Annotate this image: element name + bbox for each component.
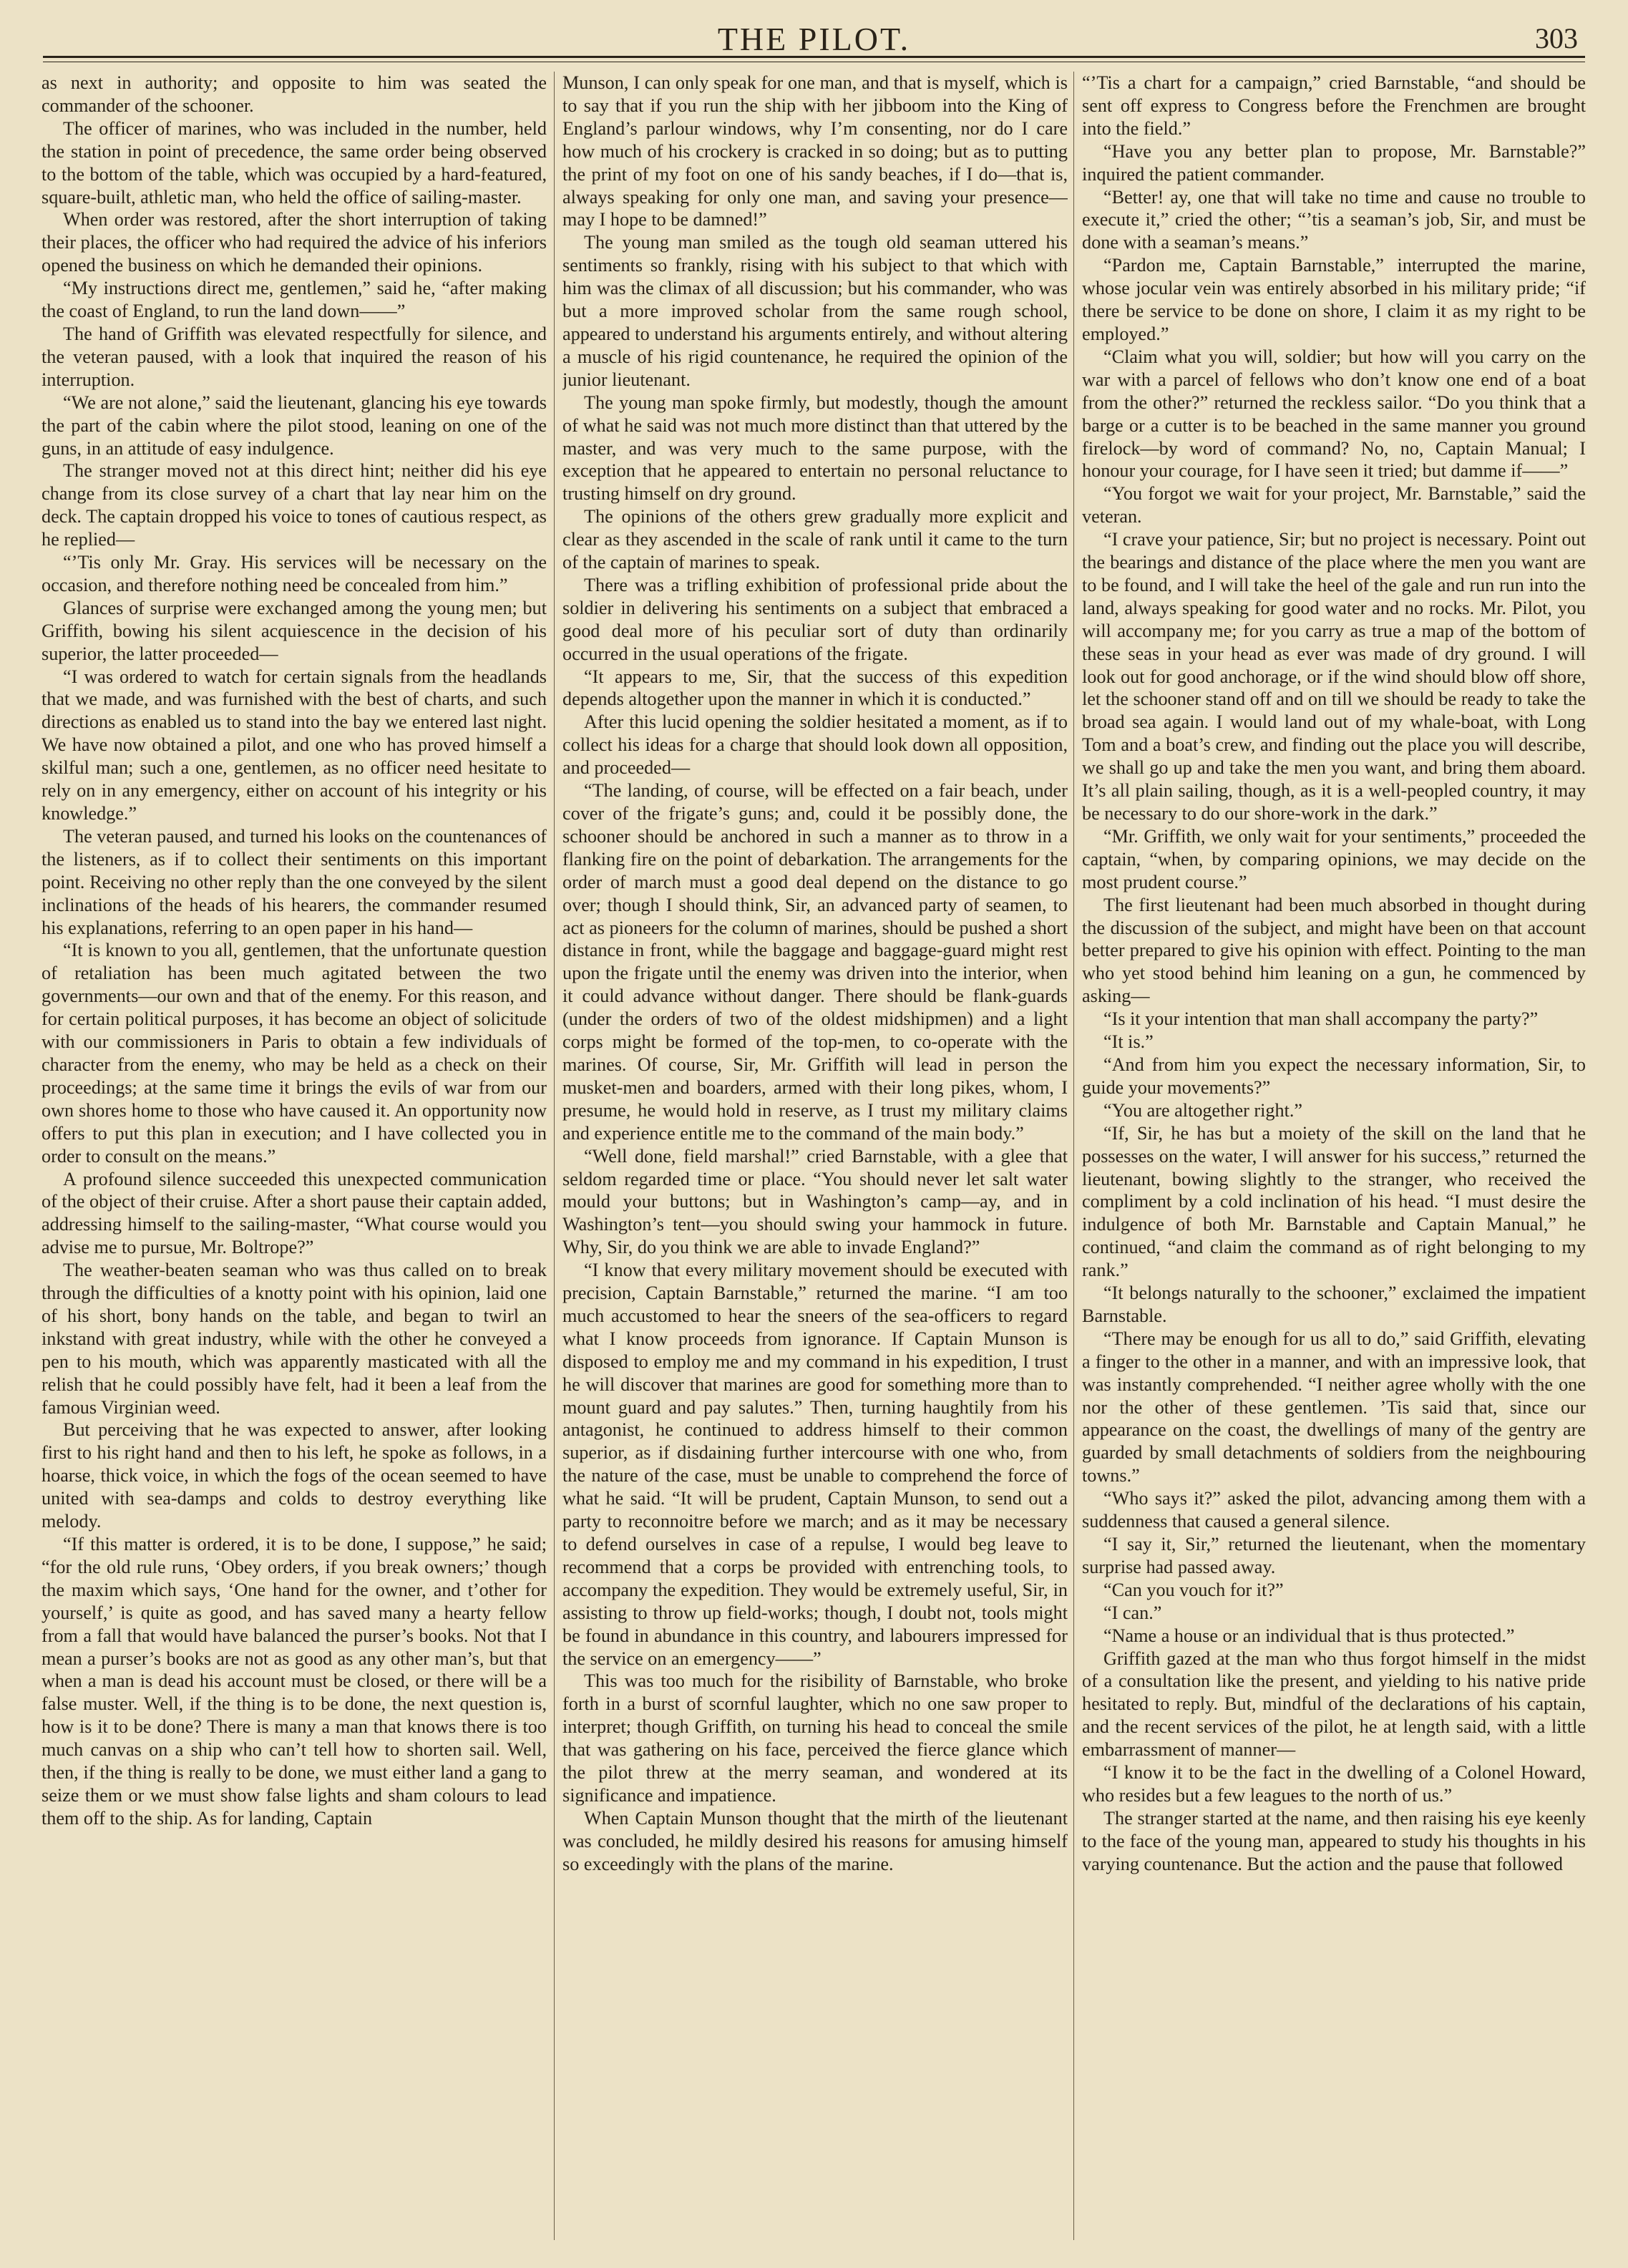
paragraph: “Pardon me, Captain Barnstable,” interrupted the marine, whose jocular vein was entirely absorbed in his military pride; “if there be service to be done on shore, I claim it as my right to be employed.” [1082, 255, 1586, 344]
paragraph: Glances of surprise were exchanged among the young men; but Griffith, bowing his silent acquiescence in the decision of his superior, the latter proceeded— [42, 597, 547, 664]
paragraph: After this lucid opening the soldier hesitated a moment, as if to collect his ideas for a charge that should look down all opposition, and proceeded— [562, 711, 1068, 779]
paragraph: Munson, I can only speak for one man, and that is myself, which is to say that if you run the ship with her jibboom into the King of England’s parlour windows, why I’m consenting, nor do I care how much of his crockery is cracked in so doing; but as to putting the print of my foot on one of his sandy beaches, if I do—that is, always speaking for only one man, and saving your presence—may I hope to be damned!” [562, 72, 1068, 230]
paragraph: The stranger moved not at this direct hint; neither did his eye change from its close survey of a chart that lay near him on the deck. The captain dropped his voice to tones of cautious respect, as he replied— [42, 460, 547, 550]
paragraph: A profound silence succeeded this unexpected communication of the object of their cruise. After a short pause their captain added, addressing himself to the sailing-master, “What course would you advise me to pursue, Mr. Boltrope?” [42, 1168, 547, 1258]
paragraph: The stranger started at the name, and then raising his eye keenly to the face of the young man, appeared to study his thoughts in his varying countenance. But the action and the pause that followed [1082, 1807, 1586, 1874]
paragraph: The first lieutenant had been much absorbed in thought during the discussion of the subject, and might have been on that account better prepared to give his opinion with effect. Pointing to the man who yet stood behind him leaning on a gun, he commenced by asking— [1082, 894, 1586, 1007]
paragraph: The opinions of the others grew gradually more explicit and clear as they ascended in the scale of rank until it came to the turn of the captain of marines to speak. [562, 506, 1068, 573]
paragraph: “Claim what you will, soldier; but how will you carry on the war with a parcel of fellows who don’t know one end of a boat from the other?” returned the reckless sailor. “Do you think that a barge or a cutter is to be beached in the same manner you ground firelock—by word of command? No, no, Captain Manual; I honour your courage, for I have seen it tried; but damme if——” [1082, 346, 1586, 482]
paragraph: The veteran paused, and turned his looks on the countenances of the listeners, as if to collect their sentiments on this important point. Receiving no other reply than the one conveyed by the silent inclinations of the heads of his hearers, the commander resumed his explanations, referring to an open paper in his hand— [42, 825, 547, 938]
paragraph: The young man spoke firmly, but modestly, though the amount of what he said was not much more distinct than that uttered by the master, and was very much to the same purpose, with the exception that he appeared to entertain no personal reluctance to trusting himself on dry ground. [562, 391, 1068, 505]
paragraph: “Mr. Griffith, we only wait for your sentiments,” proceeded the captain, “when, by comparing opinions, we may decide on the most prudent course.” [1082, 825, 1586, 892]
paragraph: “If, Sir, he has but a moiety of the skill on the land that he possesses on the water, I will answer for his success,” returned the lieutenant, bowing slightly to the stranger, who received the compliment by a cold inclination of his head. “I must desire the indulgence of both Mr. Barnstable and Captain Manual,” he continued, “and claim the command as of right belonging to my rank.” [1082, 1122, 1586, 1281]
paragraph: “I know that every military movement should be executed with precision, Captain Barnstable,” returned the marine. “I am too much accustomed to hear the sneers of the sea-officers to regard what I know proceeds from ignorance. If Captain Munson is disposed to employ me and my command in his expedition, I trust he will discover that marines are good for something more than to mount guard and pay salutes.” Then, turning haughtily from his antagonist, he continued to address himself to their common superior, as if disdaining further intercourse with one who, from the nature of the case, must be unable to comprehend the force of what he said. “It will be prudent, Captain Munson, to send out a party to reconnoitre before we march; and as it may be necessary to defend ourselves in case of a repulse, I would beg leave to recommend that a corps be provided with entrenching tools, to accompany the expedition. They would be extremely useful, Sir, in assisting to throw up field-works; though, I doubt not, tools might be found in abundance in this country, and labourers impressed for the service on an emergency——” [562, 1260, 1068, 1669]
paragraph: “The landing, of course, will be effected on a fair beach, under cover of the frigate’s guns; and, could it be possibly done, the schooner should be anchored in such a manner as to throw in a flanking fire on the point of debarkation. The arrangements for the order of march must a good deal depend on the distance to go over; though I should think, Sir, an advanced party of seamen, to act as pioneers for the column of marines, should be pushed a short distance in front, while the baggage and baggage-guard might rest upon the frigate until the enemy was driven into the interior, when it could advance without danger. There should be flank-guards (under the orders of two of the oldest midshipmen) and a light corps might be formed of the top-men, to co-operate with the marines. Of course, Sir, Mr. Griffith will lead in person the musket-men and boarders, armed with their long pikes, whom, I presume, he would hold in reserve, as I trust my military claims and experience entitle me to the command of the main body.” [562, 780, 1068, 1144]
paragraph: “Is it your intention that man shall accompany the party?” [1103, 1008, 1539, 1030]
paragraph: “Can you vouch for it?” [1103, 1579, 1284, 1600]
paragraph: “Better! ay, one that will take no time and cause no trouble to execute it,” cried the other; “’tis a seaman’s job, Sir, and must be done with a seaman’s means.” [1082, 186, 1586, 253]
paragraph: “I know it to be the fact in the dwelling of a Colonel Howard, who resides but a few leagues to the north of us.” [1082, 1762, 1586, 1806]
paragraph: “Name a house or an individual that is thus protected.” [1103, 1625, 1515, 1646]
page-number: 303 [1535, 22, 1578, 54]
paragraph: When Captain Munson thought that the mirth of the lieutenant was concluded, he mildly desired his reasons for amusing himself so exceedingly with the plans of the marine. [562, 1807, 1068, 1874]
paragraph: This was too much for the risibility of Barnstable, who broke forth in a burst of scornful laughter, which no one saw proper to interpret; though Griffith, on turning his head to conceal the smile that was gathering on his face, perceived the fierce glance which the pilot threw at the merry seaman, and wondered at its significance and impatience. [562, 1670, 1068, 1806]
paragraph: “My instructions direct me, gentlemen,” said he, “after making the coast of England, to run the land down——” [42, 278, 547, 322]
paragraph: “We are not alone,” said the lieutenant, glancing his eye towards the part of the cabin where the pilot stood, leaning on one of the guns, in an attitude of easy indulgence. [42, 391, 547, 459]
paragraph: There was a trifling exhibition of professional pride about the soldier in delivering his sentiments on a subject that embraced a good deal more of his peculiar sort of duty than ordinarily occurred in the usual operations of the frigate. [562, 574, 1068, 664]
paragraph: “’Tis only Mr. Gray. His services will be necessary on the occasion, and therefore nothing need be concealed from him.” [42, 552, 547, 595]
page-title: THE PILOT. [717, 21, 911, 57]
paragraph: Griffith gazed at the man who thus forgot himself in the midst of a consultation like the present, and yielding to his native pride hesitated to reply. But, mindful of the declarations of his captain, and the recent services of the pilot, he at length said, with a little embarrassment of manner— [1082, 1648, 1586, 1761]
column-divider [554, 72, 555, 2240]
paragraph: But perceiving that he was expected to answer, after looking first to his right hand and then to his left, he spoke as follows, in a hoarse, thick voice, in which the fogs of the ocean seemed to have united with sea-damps and colds to destroy everything like melody. [42, 1419, 547, 1532]
paragraph: “It is known to you all, gentlemen, that the unfortunate question of retaliation has been much agitated between the two governments—our own and that of the enemy. For this reason, and for certain political purposes, it has become an object of solicitude with our commissioners in Paris to obtain a few individuals of character from the enemy, who may be held as a check on their proceedings; at the same time it brings the evils of war from our own shores home to those who have caused it. An opportunity now offers to put this plan in execution; and I have collected you in order to consult on the means.” [42, 940, 547, 1167]
paragraph: The officer of marines, who was included in the number, held the station in point of precedence, the same order being observed to the bottom of the table, which was occupied by a hard-featured, square-built, athletic man, who held the office of sailing-master. [42, 117, 547, 208]
paragraph: “’Tis a chart for a campaign,” cried Barnstable, “and should be sent off express to Congress before the Frenchmen are brought into the field.” [1082, 72, 1586, 139]
header-rule [43, 56, 1585, 58]
paragraph: “It belongs naturally to the schooner,” exclaimed the impatient Barnstable. [1082, 1283, 1586, 1326]
text-column-2 [562, 72, 1068, 2247]
text-column-3 [1082, 72, 1586, 2247]
paragraph: “I can.” [1103, 1602, 1162, 1623]
paragraph: “Have you any better plan to propose, Mr. Barnstable?” inquired the patient commander. [1082, 140, 1586, 185]
paragraph: “I was ordered to watch for certain signals from the headlands that we made, and was furnished with the best of charts, and such directions as enabled us to stand into the bay we entered last night. We have now obtained a pilot, and one who has proved himself a skilful man; such a one, gentlemen, as no officer need hesitate to rely on in any emergency, either on account of his integrity or his knowledge.” [42, 666, 547, 824]
paragraph: “Well done, field marshal!” cried Barnstable, with a glee that seldom regarded time or place. “You should never let salt water mould your buttons; but in Washington’s camp—ay, and in Washington’s tent—you should swing your hammock in future. Why, Sir, do you think we are able to invade England?” [562, 1145, 1068, 1258]
paragraph: as next in authority; and opposite to him was seated the commander of the schooner. [42, 72, 547, 116]
column-divider [1073, 72, 1074, 2240]
paragraph: The hand of Griffith was elevated respectfully for silence, and the veteran paused, with a look that inquired the reason of his interruption. [42, 323, 547, 390]
paragraph: “I say it, Sir,” returned the lieutenant, when the momentary surprise had passed away. [1082, 1534, 1586, 1577]
paragraph: “There may be enough for us all to do,” said Griffith, elevating a finger to the other in a manner, and with an impressive look, that was instantly comprehended. “I neither agree wholly with the one nor the other of these gentlemen. ’Tis said that, since our appearance on the coast, the dwellings of many of the gentry are guarded by small detachments of soldiers from the neighbouring towns.” [1082, 1328, 1586, 1486]
paragraph: “I crave your patience, Sir; but no project is necessary. Point out the bearings and distance of the place where the men you want are to be found, and I will take the heel of the gale and run run into the land, always speaking for good water and no rocks. Mr. Pilot, you will accompany me; for you carry as true a map of the bottom of these seas in your head as ever was made of dry ground. I will look out for good anchorage, or if the wind should blow off shore, let the schooner stand off and on till we should be ready to take the broad sea again. I would land out of my whale-boat, with Long Tom and a boat’s crew, and finding out the place you will describe, we shall go up and take the men you want, and bring them aboard. It’s all plain sailing, though, as it is a well-peopled country, it may be necessary to do our shore-work in the dark.” [1082, 529, 1586, 824]
paragraph: The weather-beaten seaman who was thus called on to break through the difficulties of a knotty point with his opinion, laid one of his short, bony hands on the table, and began to twirl an inkstand with great industry, while with the other he conveyed a pen to his mouth, which was apparently masticated with all the relish that he could possibly have felt, had it been a leaf from the famous Virginian weed. [42, 1260, 547, 1418]
paragraph: “It is.” [1103, 1031, 1154, 1053]
paragraph: The young man smiled as the tough old seaman uttered his sentiments so frankly, rising with his subject to that which with him was the climax of all discussion; but his commander, who was but a more improved scholar from the same rough school, appeared to understand his arguments entirely, and without altering a muscle of his rigid countenance, he required the opinion of the junior lieutenant. [562, 232, 1068, 390]
paragraph: “Who says it?” asked the pilot, advancing among them with a suddenness that caused a general silence. [1082, 1488, 1586, 1532]
paragraph: “If this matter is ordered, it is to be done, I suppose,” he said; “for the old rule runs, ‘Obey orders, if you break owners;’ though the maxim which says, ‘One hand for the owner, and t’other for yourself,’ is quite as good, and has saved many a hearty fellow from a fall that would have balanced the purser’s books. Not that I mean a purser’s books are not as good as any other man’s, but that when a man is dead his account must be closed, or there will be a false muster. Well, if the thing is to be done, the next question is, how is it to be done? There is many a man that knows there is too much canvas on a ship who can’t tell how to shorten sail. Well, then, if the thing is really to be done, we must either land a gang to seize them or we must show false lights and sham colours to lead them off to the ship. As for landing, Captain [42, 1534, 547, 1829]
paragraph: “You forgot we wait for your project, Mr. Barnstable,” said the veteran. [1082, 483, 1586, 527]
paragraph: “You are altogether right.” [1103, 1099, 1303, 1121]
paragraph: When order was restored, after the short interruption of taking their places, the officer who had required the advice of his inferiors opened the business on which he demanded their opinions. [42, 209, 547, 276]
paragraph: “And from him you expect the necessary information, Sir, to guide your movements?” [1082, 1053, 1586, 1098]
paragraph: “It appears to me, Sir, that the success of this expedition depends altogether upon the manner in which it is conducted.” [562, 666, 1068, 710]
text-column-1 [42, 72, 547, 2247]
